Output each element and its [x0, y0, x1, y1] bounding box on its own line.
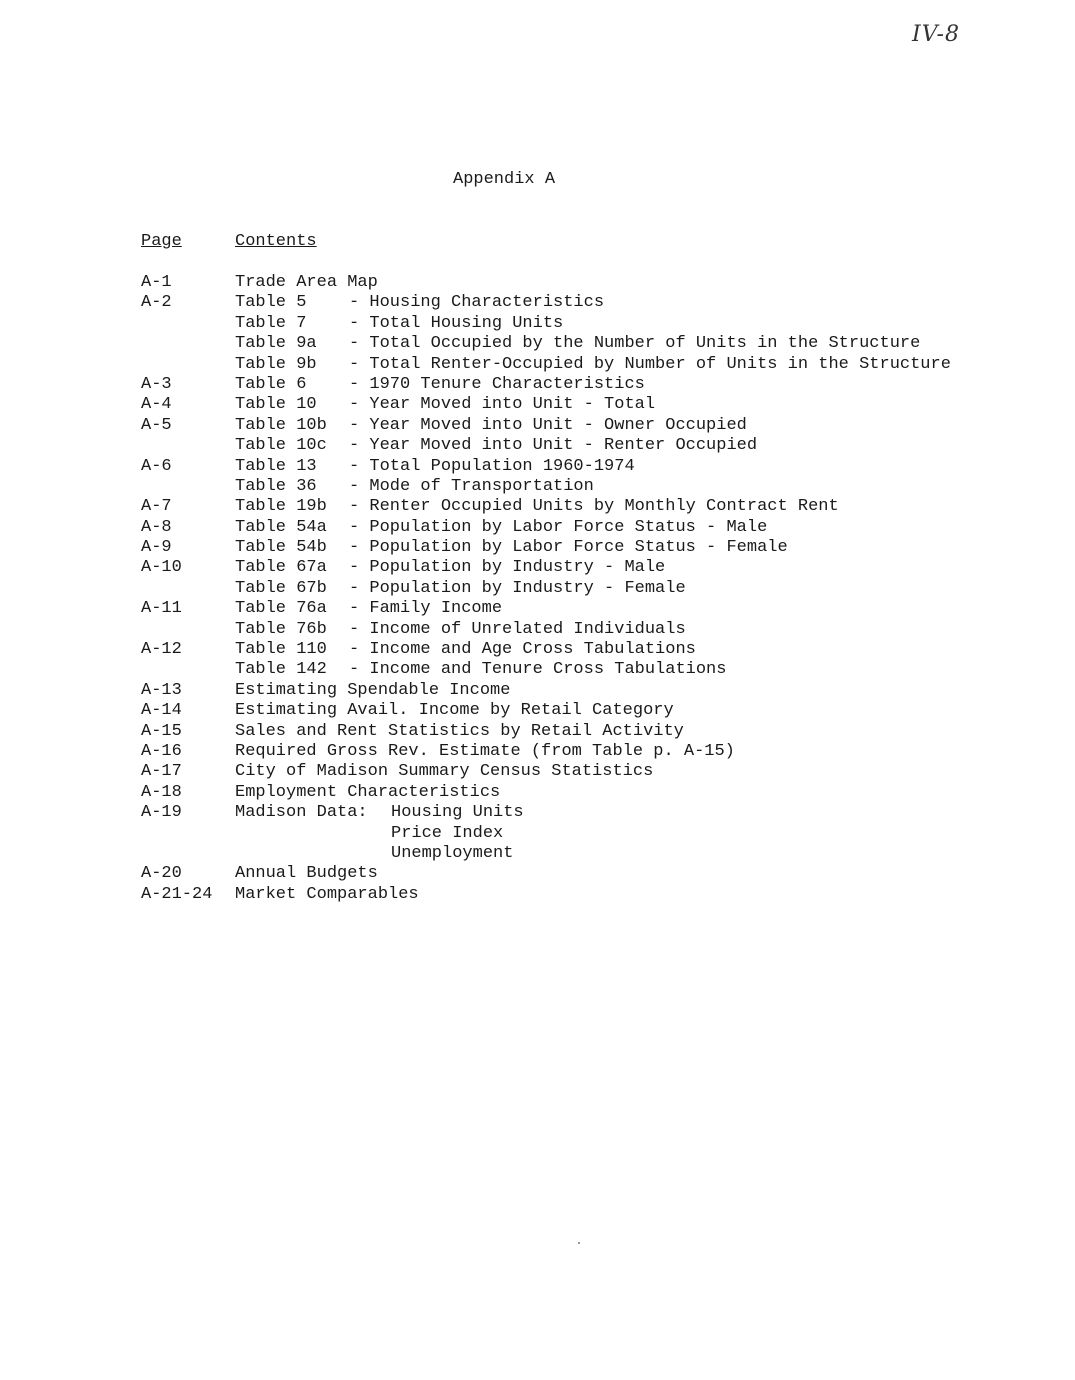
page-number: A-13	[141, 680, 182, 700]
list-item	[141, 314, 1041, 334]
entry-description: - 1970 Tenure Characteristics	[349, 374, 645, 394]
entry-title: Table 76a	[235, 599, 327, 619]
entry-title: City of Madison Summary Census Statistics	[235, 762, 654, 782]
page-number: A-17	[141, 762, 182, 782]
list-item	[141, 497, 1041, 517]
page-number: A-15	[141, 721, 182, 741]
list-item	[141, 375, 1041, 395]
list-item	[141, 558, 1041, 578]
entry-title: Table 13	[235, 456, 317, 476]
entry-title: Employment Characteristics	[235, 782, 501, 802]
entry-description: - Year Moved into Unit - Renter Occupied	[349, 436, 758, 456]
handwritten-page-mark: IV-8	[912, 22, 960, 47]
list-item	[141, 640, 1041, 660]
page-number: A-19	[141, 803, 182, 823]
entry-title: Market Comparables	[235, 884, 419, 904]
entry-title: Annual Budgets	[235, 864, 378, 884]
page-number: A-9	[141, 538, 172, 558]
entry-description: - Income and Age Cross Tabulations	[349, 640, 696, 660]
entry-title: Table 9a	[235, 334, 317, 354]
entry-title: Table 110	[235, 640, 327, 660]
entry-description: Housing Units	[391, 803, 524, 823]
entry-title: Table 67b	[235, 578, 327, 598]
page-number: A-21-24	[141, 884, 213, 904]
page-number: A-6	[141, 456, 172, 476]
list-item	[141, 762, 1041, 782]
list-item	[141, 273, 1041, 293]
list-item	[141, 620, 1041, 640]
entry-title: Table 67a	[235, 558, 327, 578]
entry-description: - Total Renter-Occupied by Number of Units in the Structure	[349, 354, 951, 374]
list-item	[141, 844, 1041, 864]
page-number: A-18	[141, 782, 182, 802]
contents-column-header: Contents	[235, 232, 317, 251]
entry-description: - Year Moved into Unit - Owner Occupied	[349, 415, 747, 435]
entry-title: Estimating Avail. Income by Retail Category	[235, 701, 674, 721]
list-item	[141, 518, 1041, 538]
entry-description: - Total Housing Units	[349, 313, 564, 333]
list-item	[141, 599, 1041, 619]
page-number: A-1	[141, 273, 172, 292]
entry-description: Price Index	[391, 823, 504, 843]
entry-title: Estimating Spendable Income	[235, 680, 511, 700]
entry-description: - Total Occupied by the Number of Units in the Structure	[349, 334, 921, 354]
entry-description: - Population by Industry - Male	[349, 558, 666, 578]
entry-description: - Population by Labor Force Status - Female	[349, 538, 788, 558]
page-number: A-2	[141, 293, 172, 313]
page-number: A-8	[141, 517, 172, 537]
list-item	[141, 722, 1041, 742]
entry-title: Table 7	[235, 313, 307, 333]
entry-description: Unemployment	[391, 843, 514, 863]
entry-title: Table 142	[235, 660, 327, 680]
list-item	[141, 864, 1041, 884]
entry-title: Table 76b	[235, 619, 327, 639]
page-number: A-11	[141, 599, 182, 619]
page-column-header: Page	[141, 232, 182, 251]
page-number: A-3	[141, 374, 172, 394]
entry-title: Table 6	[235, 374, 307, 394]
list-item	[141, 885, 1041, 905]
list-item	[141, 457, 1041, 477]
entry-description: - Income of Unrelated Individuals	[349, 619, 686, 639]
list-item	[141, 701, 1041, 721]
entry-description: - Family Income	[349, 599, 503, 619]
entry-title: Table 10	[235, 395, 317, 415]
page-number: A-4	[141, 395, 172, 415]
entry-description: - Total Population 1960-1974	[349, 456, 635, 476]
entry-title: Table 54a	[235, 517, 327, 537]
entry-title: Table 36	[235, 476, 317, 496]
entry-description: - Housing Characteristics	[349, 293, 605, 313]
entry-title: Sales and Rent Statistics by Retail Activity	[235, 721, 684, 741]
list-item	[141, 436, 1041, 456]
list-item	[141, 395, 1041, 415]
entry-title: Table 5	[235, 293, 307, 313]
page-number: A-20	[141, 864, 182, 884]
list-item	[141, 334, 1041, 354]
entry-title: Madison Data:	[235, 803, 368, 823]
page-number: A-12	[141, 640, 182, 660]
list-item	[141, 416, 1041, 436]
entry-title: Table 10b	[235, 415, 327, 435]
entry-description: - Renter Occupied Units by Monthly Contract Rent	[349, 497, 839, 517]
page-number: A-14	[141, 701, 182, 721]
contents-list	[141, 273, 1041, 905]
entry-description: - Income and Tenure Cross Tabulations	[349, 660, 727, 680]
entry-description: - Population by Labor Force Status - Male	[349, 517, 768, 537]
page-number: A-7	[141, 497, 172, 517]
list-item	[141, 660, 1041, 680]
entry-title: Table 54b	[235, 538, 327, 558]
list-item	[141, 293, 1041, 313]
entry-title: Table 10c	[235, 436, 327, 456]
page-number: A-5	[141, 415, 172, 435]
list-item	[141, 742, 1041, 762]
entry-description: - Population by Industry - Female	[349, 578, 686, 598]
entry-description: - Mode of Transportation	[349, 476, 594, 496]
list-item	[141, 783, 1041, 803]
list-item	[141, 579, 1041, 599]
page-number: A-16	[141, 741, 182, 761]
list-item	[141, 538, 1041, 558]
appendix-title: Appendix A	[453, 170, 556, 189]
entry-description: - Year Moved into Unit - Total	[349, 395, 656, 415]
list-item	[141, 477, 1041, 497]
entry-title: Table 9b	[235, 354, 317, 374]
list-item	[141, 355, 1041, 375]
entry-title: Table 19b	[235, 497, 327, 517]
list-item	[141, 803, 1041, 823]
page-number: A-10	[141, 558, 182, 578]
list-item	[141, 681, 1041, 701]
entry-title: Trade Area Map	[235, 273, 378, 292]
entry-title: Required Gross Rev. Estimate (from Table p. A-15)	[235, 741, 735, 761]
scan-speck	[578, 1242, 580, 1244]
list-item	[141, 824, 1041, 844]
